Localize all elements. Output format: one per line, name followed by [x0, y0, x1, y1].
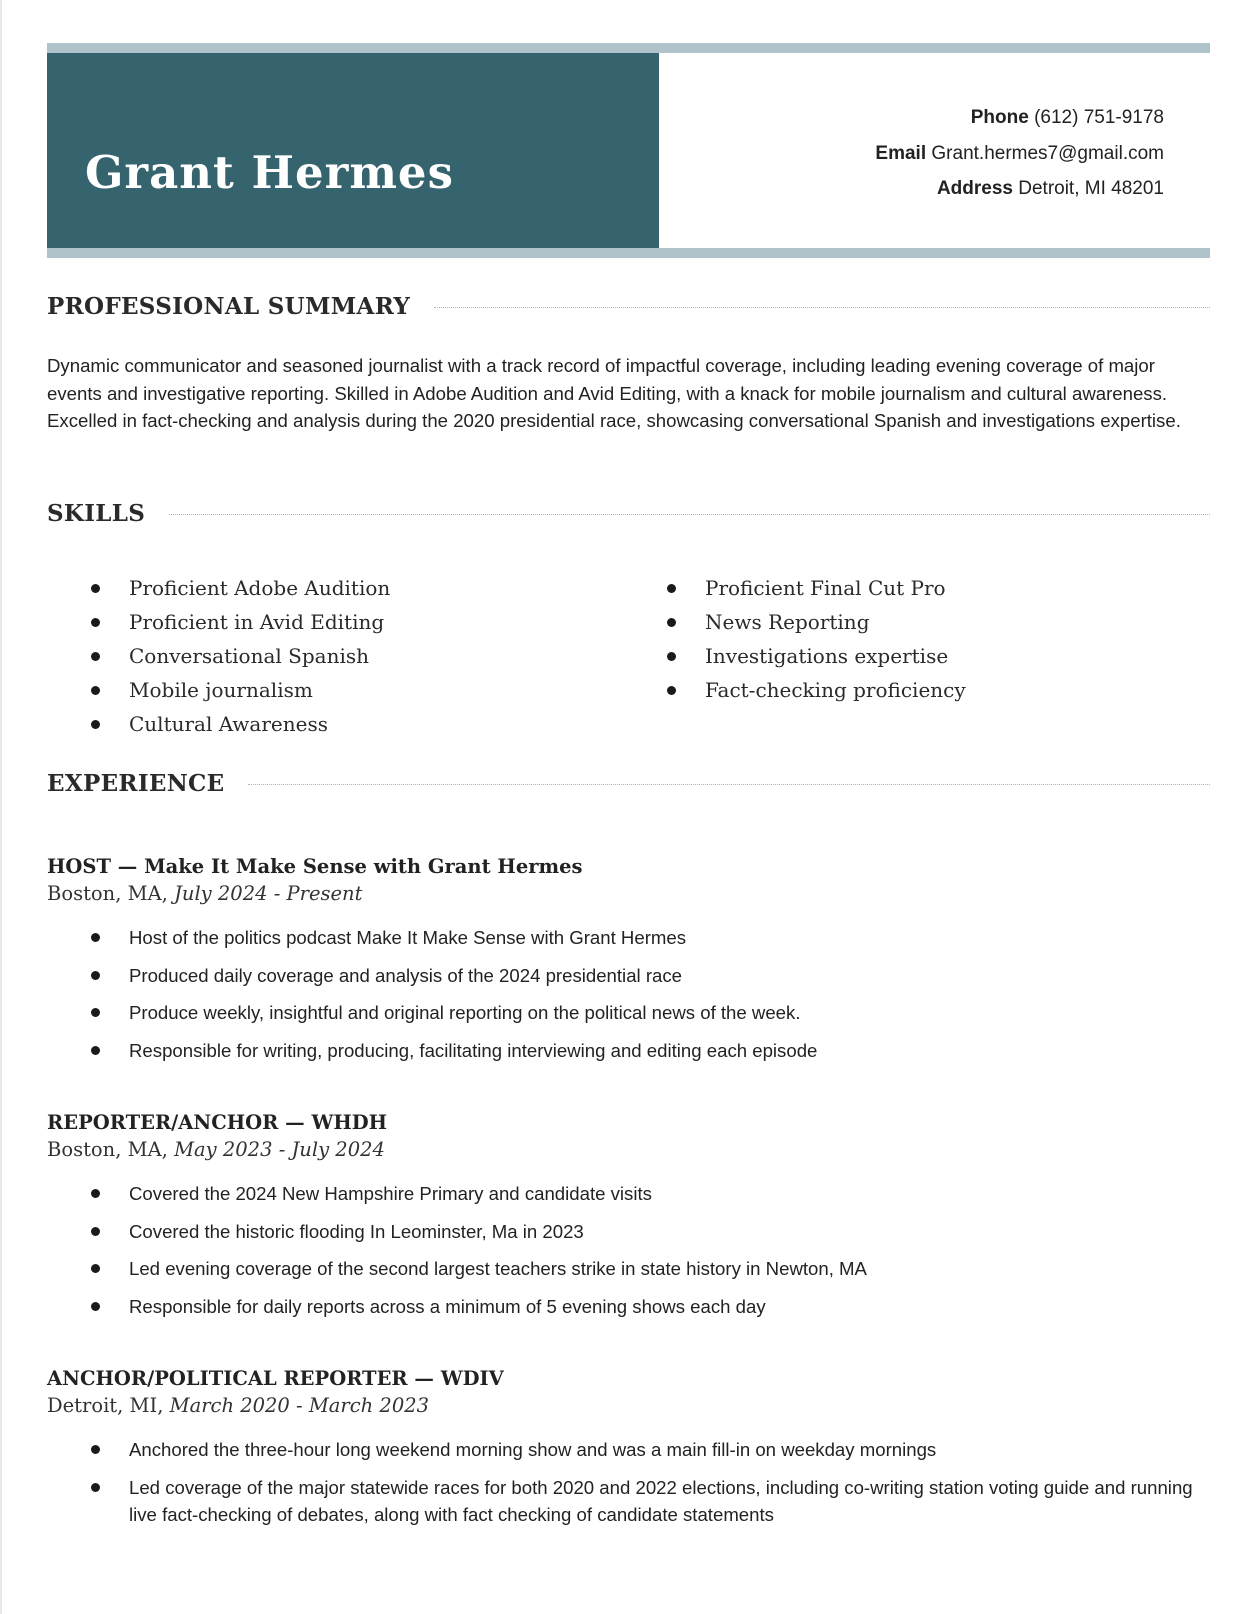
job-bullet-text: Responsible for daily reports across a minimum of 5 evening shows each day [129, 1295, 766, 1317]
bullet-icon [91, 618, 100, 627]
bullet-icon [667, 652, 676, 661]
skill-text: Cultural Awareness [129, 712, 328, 736]
phone-label: Phone [970, 107, 1029, 128]
job-location: Boston, MA, [47, 1138, 168, 1161]
job-bullet [47, 1037, 1210, 1064]
job-bullet [47, 924, 1210, 951]
skill-item [47, 673, 390, 707]
job-bullet [47, 1255, 1210, 1282]
job-location: Boston, MA, [47, 882, 168, 905]
name-block [47, 53, 659, 248]
job-bullet [47, 1474, 1210, 1528]
job-meta [47, 880, 1210, 907]
summary-divider [434, 307, 1210, 308]
skill-item [47, 605, 390, 639]
job-bullet-text: Covered the historic flooding In Leominster, Ma in 2023 [129, 1220, 584, 1242]
bullet-icon [91, 1227, 100, 1236]
job-title: REPORTER/ANCHOR — WHDH [47, 1111, 388, 1134]
job-dates: July 2024 - Present [174, 882, 363, 905]
experience-heading [47, 768, 1210, 798]
skill-text: Proficient Final Cut Pro [705, 576, 946, 600]
bullet-icon [667, 618, 676, 627]
job-entry [47, 853, 1210, 1074]
job-bullets [47, 1436, 1210, 1528]
header-bottom-bar [47, 248, 1210, 258]
job-entry [47, 1109, 1210, 1330]
summary-heading-text: PROFESSIONAL SUMMARY [47, 292, 411, 320]
bullet-icon [91, 652, 100, 661]
bullet-icon [91, 971, 100, 980]
job-meta [47, 1392, 1210, 1419]
email-value: Grant.hermes7@gmail.com [931, 142, 1164, 164]
job-bullet [47, 1218, 1210, 1245]
job-bullets [47, 1180, 1210, 1320]
skill-item [623, 571, 966, 605]
job-title: HOST — Make It Make Sense with Grant Hermes [47, 855, 583, 878]
skill-text: Mobile journalism [129, 678, 313, 702]
summary-heading [47, 291, 1210, 321]
skills-column-left [47, 571, 390, 741]
bullet-icon [91, 933, 100, 942]
skill-item [623, 639, 966, 673]
job-bullet-text: Produced daily coverage and analysis of the 2024 presidential race [129, 964, 683, 986]
job-bullet-text: Led coverage of the major statewide races for both 2020 and 2022 elections, including co-writing station voting guide and running live fact-checking of debates, along with fact checking of candidate statements [129, 1476, 1193, 1525]
skill-text: Fact-checking proficiency [705, 678, 966, 702]
job-bullet [47, 1436, 1210, 1463]
job-bullet-text: Anchored the three-hour long weekend morning show and was a main fill-in on weekday mornings [129, 1439, 937, 1460]
skill-text: Conversational Spanish [129, 644, 369, 668]
job-bullet-text: Responsible for writing, producing, facilitating interviewing and editing each episode [129, 1039, 818, 1061]
experience-heading-text: EXPERIENCE [47, 769, 225, 797]
job-bullets [47, 924, 1210, 1064]
contact-phone [875, 100, 1164, 136]
job-location: Detroit, MI, [47, 1394, 164, 1417]
bullet-icon [667, 584, 676, 593]
skill-text: Investigations expertise [705, 644, 949, 668]
page-edge [0, 0, 2, 1614]
skills-heading-text: SKILLS [47, 499, 146, 527]
email-label: Email [875, 142, 927, 164]
job-dates: March 2020 - March 2023 [169, 1394, 430, 1417]
job-bullet-text: Produce weekly, insightful and original reporting on the political news of the week. [129, 1002, 801, 1023]
skill-item [47, 639, 390, 673]
job-bullet [47, 999, 1210, 1026]
job-bullet [47, 962, 1210, 989]
bullet-icon [91, 584, 100, 593]
job-title: ANCHOR/POLITICAL REPORTER — WDIV [47, 1367, 504, 1390]
bullet-icon [91, 1445, 100, 1454]
bullet-icon [91, 720, 100, 729]
bullet-icon [91, 1046, 100, 1055]
job-bullet [47, 1293, 1210, 1320]
skill-item [623, 605, 966, 639]
job-bullet [47, 1180, 1210, 1207]
resume-header [47, 43, 1210, 256]
header-top-bar [47, 43, 1210, 53]
job-entry [47, 1365, 1210, 1538]
bullet-icon [667, 686, 676, 695]
skill-item [47, 571, 390, 605]
bullet-icon [91, 1008, 100, 1017]
address-label: Address [936, 178, 1013, 199]
contact-email [875, 136, 1164, 172]
skills-divider [169, 514, 1210, 515]
bullet-icon [91, 686, 100, 695]
bullet-icon [91, 1483, 100, 1492]
summary-text: Dynamic communicator and seasoned journalist with a track record of impactful coverage, including leading evening coverage of major events and investigative reporting. Skilled in Adobe Audition and Avid Editing, with a knack for mobile journalism and cultural awareness. Excelled in fact-checking and analysis during the 2020 presidential race, showcasing conversational Spanish and investigations expertise. [47, 355, 1181, 431]
contact-info [875, 100, 1164, 207]
bullet-icon [91, 1189, 100, 1198]
skill-text: Proficient Adobe Audition [129, 576, 391, 600]
job-bullet-text: Led evening coverage of the second largest teachers strike in state history in Newton, MA [129, 1258, 867, 1279]
address-value: Detroit, MI 48201 [1018, 178, 1164, 199]
skills-heading [47, 498, 1210, 528]
bullet-icon [91, 1264, 100, 1273]
phone-value: (612) 751-9178 [1034, 107, 1164, 128]
skills-column-right [623, 571, 966, 707]
skill-item [47, 707, 390, 741]
contact-address [875, 171, 1164, 207]
job-bullet-text: Covered the 2024 New Hampshire Primary and candidate visits [129, 1183, 652, 1204]
skill-text: News Reporting [705, 610, 870, 634]
job-bullet-text: Host of the politics podcast Make It Make Sense with Grant Hermes [129, 927, 687, 948]
skill-item [623, 673, 966, 707]
skill-text: Proficient in Avid Editing [129, 610, 385, 634]
bullet-icon [91, 1302, 100, 1311]
experience-divider [248, 784, 1210, 785]
candidate-name: Grant Hermes [85, 146, 454, 199]
job-meta [47, 1136, 1210, 1163]
job-dates: May 2023 - July 2024 [174, 1138, 385, 1161]
